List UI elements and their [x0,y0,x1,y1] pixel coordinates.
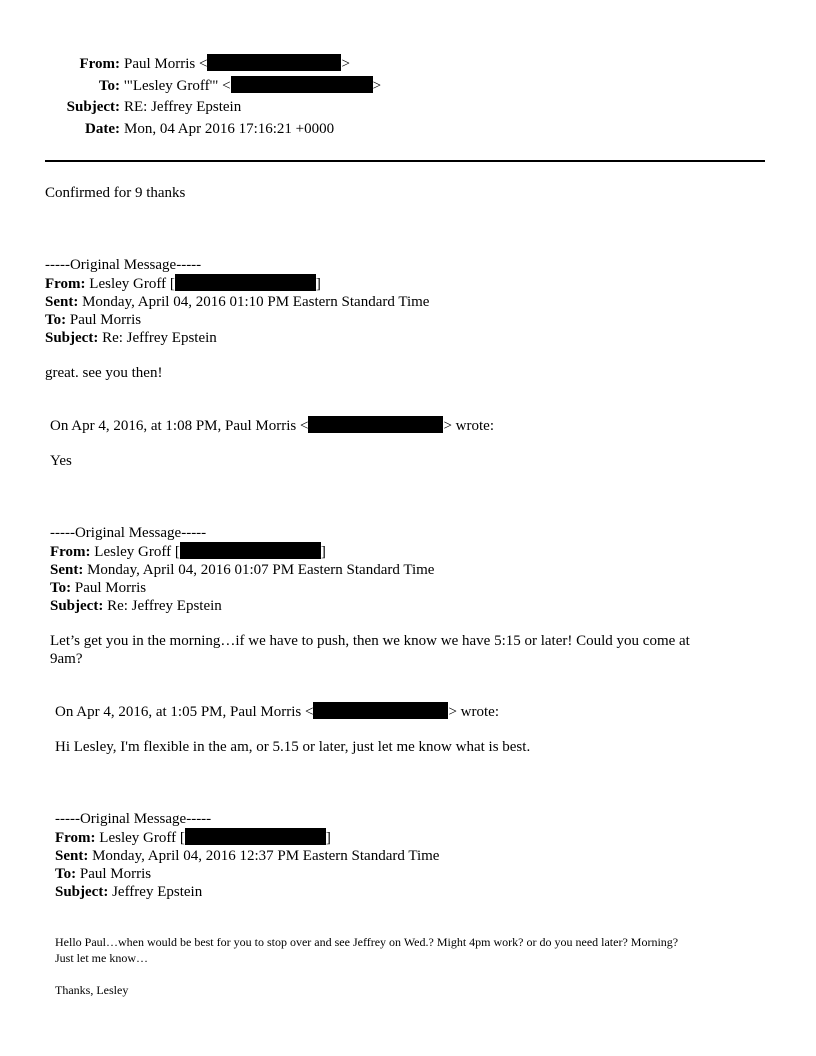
orig1-from-row [45,274,429,293]
redaction-box [175,274,316,291]
orig3-subject-label: Subject: [55,884,109,900]
orig1-subject-label: Subject: [45,330,99,346]
orig3-sent-value: Monday, April 04, 2016 12:37 PM Eastern Standard Time [92,848,440,864]
orig3-body-line: Hello Paul…when would be best for you to stop over and see Jeffrey on Wed.? Might 4pm work? or do you need later? Morning? [55,935,679,949]
orig2-body-line: 9am? [50,651,83,667]
orig2-to-label: To: [50,580,72,596]
reply-body: Confirmed for 9 thanks [45,185,186,201]
header-to-close: > [372,78,382,94]
header-divider [45,160,765,162]
orig2-sent-value: Monday, April 04, 2016 01:07 PM Eastern Standard Time [87,562,435,578]
orig2-from-label: From: [50,544,91,560]
orig2-to-row [50,579,434,597]
orig1-subject-value: Re: Jeffrey Epstein [102,330,217,346]
header-subject-value: RE: Jeffrey Epstein [124,99,242,115]
header-from-name: Paul Morris < [124,56,208,72]
redaction-box [207,54,341,71]
orig3-signoff: Thanks, Lesley [55,983,129,997]
orig3-to-row [55,865,439,883]
orig2-subject-row [50,597,434,615]
orig1-sent-label: Sent: [45,294,79,310]
orig3-subject-row [55,883,439,901]
orig1-sent-value: Monday, April 04, 2016 01:10 PM Eastern Standard Time [82,294,430,310]
original-message-3 [55,810,439,901]
orig3-from-label: From: [55,830,96,846]
header-from-row [44,54,350,73]
quote2-intro [55,702,499,721]
header-to-label: To: [98,78,120,94]
orig2-subject-label: Subject: [50,598,104,614]
header-subject-label: Subject: [66,99,120,115]
orig1-subject-row [45,329,429,347]
header-from-close: > [341,56,350,72]
orig2-from-close: ] [320,544,326,560]
orig3-sent-row [55,847,439,865]
orig2-sent-row [50,561,434,579]
redaction-box [185,828,326,845]
orig3-body-line: Just let me know… [55,951,148,965]
original-message-2 [50,524,434,615]
orig1-from-label: From: [45,276,86,292]
original-message-marker: -----Original Message----- [50,525,207,541]
orig2-body-line: Let’s get you in the morning…if we have to push, then we know we have 5:15 or later! Could you come at [50,633,690,649]
orig2-from-value: Lesley Groff [ [94,544,180,560]
header-date-row [44,120,334,138]
orig2-body [50,632,690,668]
orig1-to-label: To: [45,312,67,328]
original-message-marker: -----Original Message----- [45,257,202,273]
orig2-to-value: Paul Morris [74,580,147,596]
original-message-1 [45,256,429,347]
orig2-subject-value: Re: Jeffrey Epstein [107,598,222,614]
redaction-box [231,76,373,93]
header-date-label: Date: [85,121,120,137]
orig1-to-row [45,311,429,329]
header-from-label: From: [79,56,120,72]
orig3-to-label: To: [55,866,77,882]
quote1-body: Yes [50,453,72,469]
quote1-intro-pre: On Apr 4, 2016, at 1:08 PM, Paul Morris < [50,418,309,434]
orig3-subject-value: Jeffrey Epstein [112,884,203,900]
header-subject-row [44,98,241,116]
orig1-sent-row [45,293,429,311]
header-date-value: Mon, 04 Apr 2016 17:16:21 +0000 [124,121,335,137]
quote2-body: Hi Lesley, I'm flexible in the am, or 5.15 or later, just let me know what is best. [55,739,531,755]
orig1-from-value: Lesley Groff [ [89,276,175,292]
header-to-row [44,76,381,95]
orig1-to-value: Paul Morris [69,312,142,328]
orig3-to-value: Paul Morris [79,866,152,882]
orig1-from-close: ] [315,276,321,292]
original-message-marker: -----Original Message----- [55,811,212,827]
quote1-intro [50,416,494,435]
orig2-from-row [50,542,434,561]
orig3-from-value: Lesley Groff [ [99,830,185,846]
orig3-from-row [55,828,439,847]
orig2-sent-label: Sent: [50,562,84,578]
orig3-body [55,934,678,966]
orig3-from-close: ] [325,830,331,846]
quote1-intro-post: > wrote: [443,418,494,434]
orig3-sent-label: Sent: [55,848,89,864]
quote2-intro-pre: On Apr 4, 2016, at 1:05 PM, Paul Morris < [55,704,314,720]
redaction-box [180,542,321,559]
redaction-box [313,702,448,719]
redaction-box [308,416,443,433]
header-to-name: '"Lesley Groff'" < [124,78,231,94]
quote2-intro-post: > wrote: [448,704,499,720]
orig1-body: great. see you then! [45,365,163,381]
